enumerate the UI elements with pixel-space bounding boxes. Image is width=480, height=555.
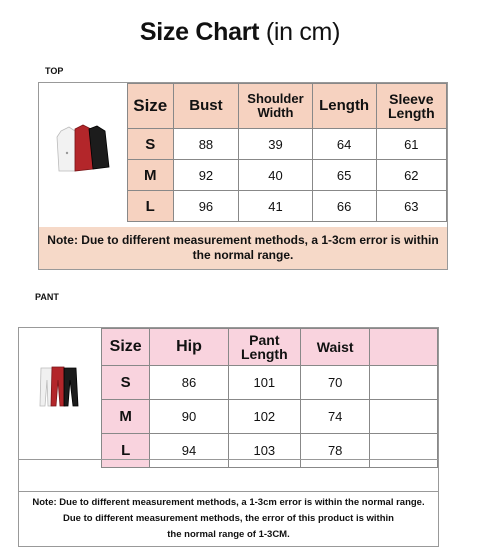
waist-cell: 70 (300, 366, 369, 400)
shoulder-cell: 39 (239, 129, 312, 160)
top-measurement-note: Note: Due to different measurement methods, a 1-3cm error is within the normal range. (39, 227, 447, 269)
top-section-label: TOP (45, 66, 64, 76)
header-shoulder-width: Shoulder Width (239, 84, 312, 129)
header-size: Size (128, 84, 174, 129)
size-cell: M (128, 160, 174, 191)
red-pant-icon (51, 367, 65, 406)
bust-cell: 88 (173, 129, 239, 160)
header-sleeve-length: Sleeve Length (376, 84, 446, 129)
size-cell: S (102, 366, 150, 400)
title-unit: (in cm) (265, 18, 341, 46)
pant-length-cell: 102 (228, 400, 300, 434)
size-cell: S (128, 129, 174, 160)
size-cell: L (102, 434, 150, 468)
length-cell: 65 (312, 160, 376, 191)
jacket-product-image (55, 123, 111, 175)
black-pant-icon (64, 368, 78, 406)
header-size: Size (102, 329, 150, 366)
note-line: Note: Due to different measurement methods, a 1-3cm error is within the normal range. (32, 497, 425, 508)
header-empty (370, 329, 438, 366)
header-hip: Hip (150, 329, 228, 366)
pant-measurement-note (19, 491, 438, 547)
sleeve-cell: 62 (376, 160, 446, 191)
top-size-table (127, 83, 447, 222)
size-cell: M (102, 400, 150, 434)
header-pant-length: Pant Length (228, 329, 300, 366)
pant-length-cell: 101 (228, 366, 300, 400)
top-size-chart (38, 82, 448, 270)
black-jacket-icon (89, 126, 109, 169)
shoulder-cell: 40 (239, 160, 312, 191)
size-cell: L (128, 191, 174, 222)
length-cell: 64 (312, 129, 376, 160)
waist-cell: 74 (300, 400, 369, 434)
header-waist: Waist (300, 329, 369, 366)
table-header-row (128, 84, 447, 129)
pant-size-table (101, 328, 438, 468)
length-cell: 66 (312, 191, 376, 222)
table-row (128, 191, 447, 222)
page-title (0, 18, 480, 47)
title-main: Size Chart (139, 18, 260, 46)
note-line: Due to different measurement methods, the error of this product is within (63, 513, 394, 524)
table-row (102, 400, 438, 434)
table-row (102, 366, 438, 400)
bust-cell: 96 (173, 191, 239, 222)
empty-cell (370, 400, 438, 434)
header-bust: Bust (173, 84, 239, 129)
pant-length-cell: 103 (228, 434, 300, 468)
pant-product-image (37, 364, 81, 408)
shoulder-cell: 41 (239, 191, 312, 222)
hip-cell: 90 (150, 400, 228, 434)
empty-cell (370, 366, 438, 400)
sleeve-cell: 63 (376, 191, 446, 222)
white-jacket-icon (57, 127, 75, 171)
empty-row (19, 459, 438, 491)
pant-size-chart (18, 327, 439, 547)
waist-cell: 78 (300, 434, 369, 468)
header-length: Length (312, 84, 376, 129)
note-line: the normal range of 1-3CM. (167, 529, 290, 540)
table-header-row (102, 329, 438, 366)
sleeve-cell: 61 (376, 129, 446, 160)
hip-cell: 86 (150, 366, 228, 400)
bust-cell: 92 (173, 160, 239, 191)
table-row (128, 160, 447, 191)
pant-section-label: PANT (35, 292, 59, 302)
hip-cell: 94 (150, 434, 228, 468)
table-row (128, 129, 447, 160)
